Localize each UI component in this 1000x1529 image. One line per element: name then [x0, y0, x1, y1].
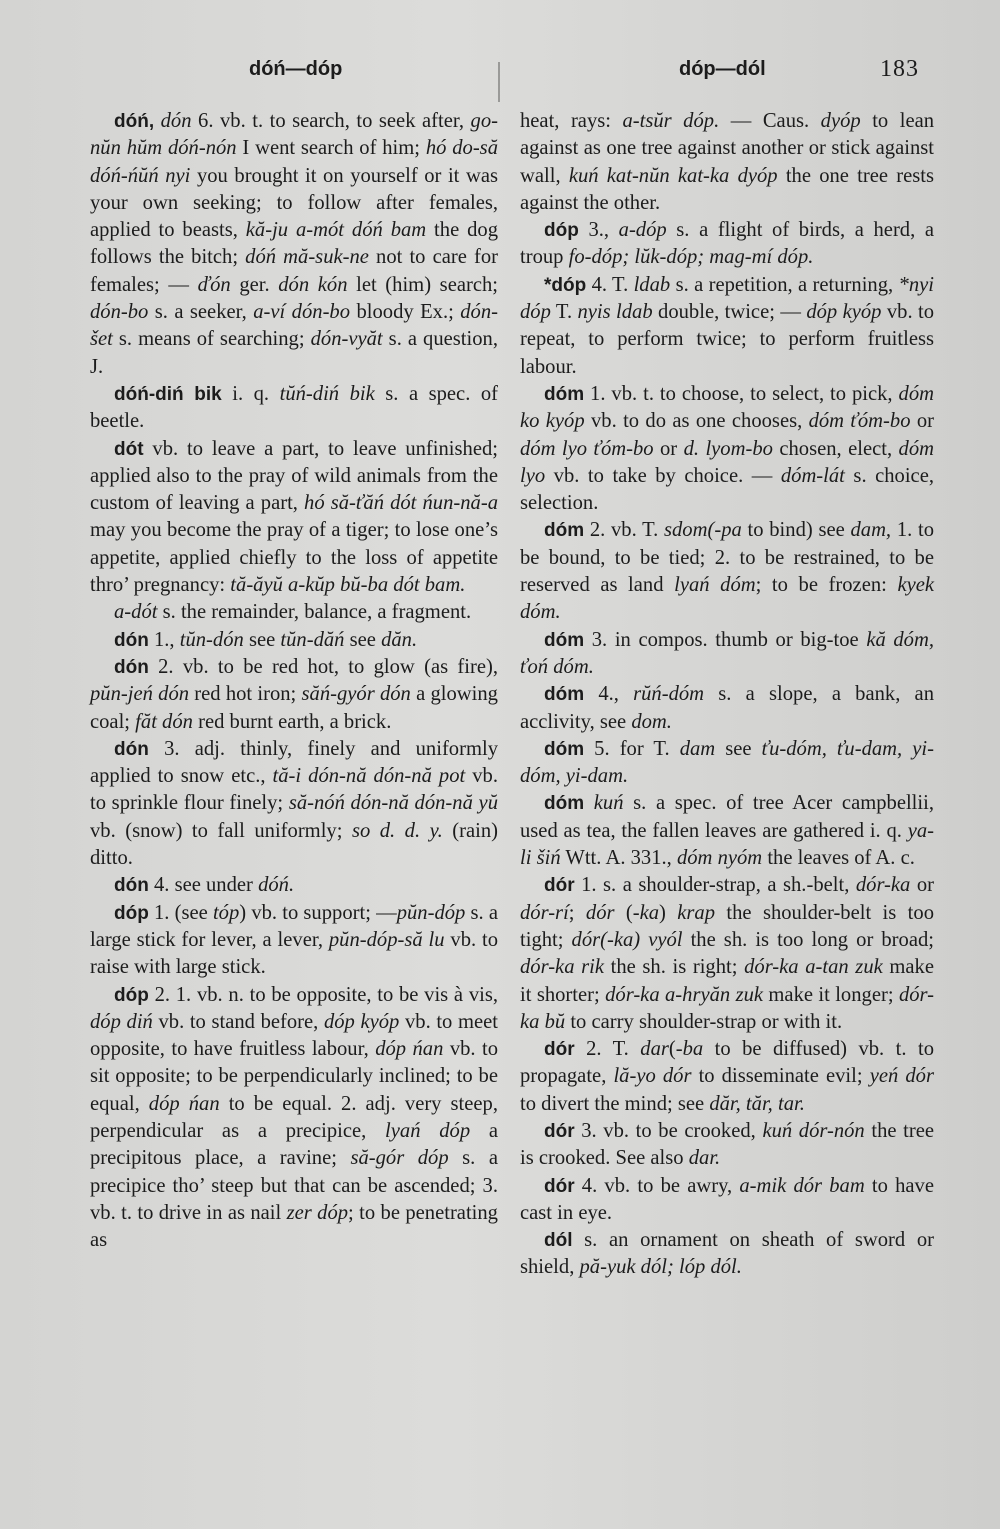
entry-text: to lean against as one tree against another or stick against wall,: [520, 110, 935, 187]
dictionary-entry: [520, 872, 934, 1036]
entry-example: kuń: [584, 792, 624, 815]
entry-example: ya-li šiń: [520, 819, 934, 870]
entry-example: dór-ka a-tan zuk: [744, 956, 883, 979]
entry-example: dóm nyóm: [676, 847, 763, 870]
entry-example: dyóp: [820, 110, 861, 132]
entry-text: s. a seeker,: [148, 301, 254, 324]
entry-text: s. the remainder, balance, a fragment.: [157, 601, 472, 624]
entry-text: vb. to do as one chooses,: [584, 410, 809, 433]
entry-text: see: [243, 628, 281, 651]
entry-headword: dóm: [544, 383, 585, 405]
entry-text: s. an ornament on sheath of sword or shield,: [520, 1229, 934, 1279]
entry-example: krap: [677, 901, 716, 924]
entry-example: go-nŭn hŭm dóń-nón: [90, 110, 498, 160]
entry-text: may you become the pray of a tiger; to lose one’s appetite, applied chiefly to the loss of appetite thro’ pregnancy:: [90, 519, 498, 597]
dictionary-entry: [90, 599, 498, 626]
entry-text: double, twice; —: [652, 301, 807, 324]
entry-example: hó do-să dóń-ńŭń nyi: [90, 137, 498, 187]
entry-example: tŭn-dăń: [280, 628, 345, 651]
entry-text: 1.,: [148, 628, 180, 651]
entry-example: hó să-ťăń dót ńun-nă-a: [304, 492, 498, 515]
entry-example: dóń.: [258, 874, 295, 897]
entry-text: a glowing coal;: [90, 683, 498, 733]
entry-example: dór-ka bŭ: [520, 983, 934, 1033]
entry-text: chosen, elect,: [772, 437, 899, 460]
dictionary-entry: [520, 1036, 934, 1118]
entry-text: vb. to raise with large stick.: [90, 928, 498, 979]
entry-example: a-ví dón-bo: [253, 301, 351, 324]
entry-example: tóp: [212, 901, 240, 924]
dictionary-entry: [90, 381, 498, 436]
entry-example: dăr, tăr, tar.: [709, 1092, 805, 1115]
entry-example: a-dót: [114, 601, 158, 624]
entry-text: bloody Ex.;: [350, 301, 461, 324]
entry-text: vb. to sit opposite; to be perpendicularly inclined; to be equal,: [90, 1038, 498, 1115]
entry-example: tŭn-dón: [179, 628, 244, 651]
dictionary-entry: [520, 1173, 934, 1228]
entry-headword: dóń,: [114, 111, 155, 132]
entry-headword: dón: [114, 875, 149, 897]
entry-example: a-tsŭr dóp.: [622, 110, 720, 132]
entry-example: dór(-ka) vyól: [571, 928, 683, 951]
entry-example: dóp diń: [90, 1010, 153, 1033]
entry-example: dón-bo: [90, 301, 149, 324]
entry-text: to have cast in eye.: [520, 1174, 934, 1224]
entry-example: lyań dóm: [674, 574, 756, 597]
entry-example: fo-dóp; lŭk-dóp; mag-mí dóp.: [568, 246, 814, 269]
entry-example: pŭn-dóp: [396, 901, 466, 924]
entry-text: heat, rays:: [520, 110, 623, 132]
entry-text: vb. to meet opposite, to have fruitless labour,: [90, 1010, 499, 1061]
entry-text: vb. to repeat, to perform twice; to perform fruitless labour.: [520, 301, 934, 378]
entry-text: or: [910, 410, 934, 433]
entry-example: dóm-lát: [780, 464, 845, 487]
entry-example: kuń kat-nŭn kat-ka dyóp: [568, 164, 778, 187]
entry-text: or: [653, 437, 684, 460]
entry-example: tă-i dón-nă dón-nă pot: [272, 765, 466, 788]
entry-text: 4. T.: [586, 273, 634, 296]
entry-example: rŭń-dóm: [633, 683, 705, 706]
entry-text: s. a large stick for lever, a lever,: [90, 901, 498, 951]
entry-text: 6. vb. t. to search, to seek after,: [191, 110, 471, 132]
entry-example: a-dóp: [618, 219, 667, 242]
entry-example: yeń dór: [869, 1065, 934, 1088]
entry-example: dón-šet: [90, 301, 498, 351]
entry-example: dóp ńan: [148, 1092, 220, 1115]
entry-example: a-mik dór bam: [739, 1174, 865, 1197]
entry-headword: dóm: [544, 793, 585, 815]
entry-text: I went search of him;: [236, 137, 426, 160]
dictionary-entry: [520, 381, 934, 517]
entry-example: dom.: [631, 710, 672, 733]
entry-text: (rain) ditto.: [90, 819, 498, 870]
entry-text: the one tree rests against the other.: [520, 164, 934, 214]
entry-headword: dóm: [544, 629, 585, 651]
entry-example: ťu-dóm, ťu-dam, yi-dóm, yi-dam.: [520, 737, 934, 788]
entry-text: (-: [668, 1038, 683, 1061]
entry-example: -ka: [632, 901, 660, 924]
entry-text: s. choice, selection.: [520, 464, 934, 515]
right-column: [520, 108, 934, 1282]
entry-text: ;: [568, 901, 586, 924]
entry-text: s. a spec. of beetle.: [90, 382, 499, 433]
entry-text: Wtt. A. 331.,: [560, 847, 677, 870]
entry-example: kă dóm, ťoń dóm.: [520, 628, 934, 678]
entry-example: ba: [682, 1038, 704, 1061]
entry-text: 1. vb. t. to choose, to select, to pick,: [584, 382, 899, 405]
entry-text: vb. to take by choice. —: [545, 464, 781, 487]
entry-text: i. q.: [221, 382, 280, 405]
entry-text: to bind) see: [741, 519, 851, 542]
entry-example: dóp kyóp: [806, 301, 882, 324]
entry-text: s. a slope, a bank, an acclivity, see: [520, 683, 934, 733]
right-running-head: dóp—dól: [679, 58, 766, 80]
entry-example: sdom(-pa: [664, 519, 742, 542]
entry-example: pŭn-dóp-să lu: [328, 928, 445, 951]
dictionary-entry: [90, 982, 498, 1255]
entry-text: 4. vb. to be awry,: [574, 1174, 740, 1197]
dictionary-entry: [90, 654, 498, 736]
entry-text: you brought it on yourself or it was your own seeking; to follow after females, applied to beasts,: [90, 164, 498, 242]
entry-example: dór: [585, 901, 615, 924]
entry-text: red burnt earth, a brick.: [192, 710, 392, 733]
dictionary-entry: [520, 627, 934, 682]
page-header: [0, 58, 1000, 92]
entry-text: 2. vb. to be red hot, to glow (as fire),: [148, 655, 498, 678]
entry-example: nyis ldab: [577, 301, 653, 324]
entry-text: to disseminate evil;: [691, 1065, 870, 1088]
dictionary-entry: [520, 517, 934, 626]
entry-text: to divert the mind; see: [520, 1092, 710, 1115]
entry-text: the sh. is too long or broad;: [682, 928, 934, 951]
entry-text: let (him) search;: [347, 273, 498, 296]
entry-text: s. a precipice tho’ steep but that can be ascended; 3. vb. t. to drive in as nail: [90, 1147, 498, 1224]
dictionary-entry: [520, 790, 934, 872]
entry-headword: dóp: [114, 984, 149, 1006]
entry-example: dóm lyo ťóm-bo: [520, 437, 654, 460]
entry-text: vb. (snow) to fall uniformly;: [90, 819, 352, 842]
entry-text: 2. 1. vb. n. to be opposite, to be vis à vis,: [148, 983, 498, 1006]
entry-text: 2. T.: [574, 1038, 641, 1061]
page-number: 183: [880, 56, 919, 82]
entry-text: T.: [550, 301, 578, 324]
entry-example: dór-rí: [520, 901, 569, 924]
entry-text: 4. see under: [148, 874, 259, 897]
entry-text: or: [910, 874, 934, 897]
entry-text: (: [614, 901, 633, 924]
entry-headword: dóp: [544, 220, 579, 242]
dictionary-entry: [520, 217, 934, 272]
entry-text: ; to be penetrating as: [90, 1201, 498, 1252]
entry-example: dóm ko kyóp: [520, 382, 934, 433]
entry-headword: *dóp: [544, 274, 587, 296]
entry-text: the shoulder-belt is too tight;: [520, 901, 934, 951]
entry-example: dóm lyo: [520, 437, 935, 487]
dictionary-entry: [90, 900, 498, 982]
entry-example: dăn.: [381, 628, 418, 651]
entry-text: vb. to stand before,: [152, 1010, 324, 1033]
entry-text: 4.,: [584, 683, 634, 706]
entry-headword: dóm: [544, 738, 585, 760]
column-divider: [498, 62, 500, 102]
dictionary-entry: [520, 1118, 934, 1173]
entry-text: s. a flight of birds, a herd, a troup: [520, 219, 934, 269]
entry-example: so d. d. y.: [351, 819, 443, 842]
entry-text: 3.,: [578, 219, 619, 242]
entry-text: the leaves of A. c.: [762, 847, 915, 870]
entry-text: ): [659, 901, 678, 924]
entry-example: zer dóp: [286, 1201, 349, 1224]
entry-example: dón kón: [278, 273, 348, 296]
entry-example: dar.: [688, 1147, 721, 1170]
entry-text: to carry shoulder-strap or with it.: [565, 1010, 843, 1033]
entry-text: s. a spec. of tree Acer campbellii, used as tea, the fallen leaves are gathered i. q.: [520, 792, 934, 842]
entry-text: to be diffused) vb. t. to propagate,: [520, 1038, 934, 1088]
entry-text: 3. in compos. thumb or big-toe: [584, 628, 867, 651]
entry-headword: dór: [544, 1175, 575, 1197]
entry-example: dór-ka rik: [520, 956, 604, 979]
entry-text: vb. to sprinkle flour finely;: [90, 765, 498, 815]
entry-example: dam,: [850, 519, 892, 542]
dictionary-entry: [90, 627, 498, 654]
entry-text: 1. to be bound, to be tied; 2. to be restrained, to be reserved as land: [520, 519, 934, 597]
left-column: [90, 108, 498, 1254]
entry-headword: dóp: [114, 902, 149, 924]
entry-example: pŭn-jeń dón: [90, 683, 190, 706]
dictionary-entry: [520, 681, 934, 736]
entry-text: 3. vb. to be crooked,: [574, 1119, 763, 1142]
entry-headword: dón: [114, 656, 149, 678]
dictionary-entry: [520, 108, 934, 217]
entry-example: ldab: [633, 273, 671, 296]
entry-example: dam: [679, 737, 716, 760]
entry-text: — Caus.: [719, 110, 821, 132]
entry-headword: dór: [544, 1039, 575, 1061]
entry-example: kă-ju a-mót dóń bam: [245, 219, 427, 242]
entry-example: kyek dóm.: [520, 574, 934, 624]
entry-text: ) vb. to support; —: [239, 901, 397, 924]
entry-example: să-nóń dón-nă dón-nă yŭ: [288, 792, 498, 815]
entry-example: dóń mă-suk-ne: [245, 246, 369, 269]
entry-example: kuń dór-nón: [762, 1119, 865, 1142]
entry-text: to be equal. 2. adj. very steep, perpendicular as a precipice,: [90, 1092, 498, 1142]
entry-text: not to care for females; —: [90, 246, 498, 296]
entry-example: d. lyom-bo: [683, 437, 773, 460]
entry-example: *nyi dóp: [520, 273, 934, 324]
entry-headword: dór: [544, 1120, 575, 1142]
entry-headword: dóń-diń bik: [114, 383, 222, 405]
dictionary-entry: [520, 1227, 934, 1282]
entry-text: red hot iron;: [189, 683, 302, 706]
entry-text: 5. for T.: [584, 737, 680, 760]
dictionary-entry: [520, 736, 934, 791]
entry-example: dór-ka: [855, 874, 911, 897]
entry-headword: dóm: [544, 520, 585, 542]
dictionary-entry: [90, 436, 498, 600]
entry-example: lyań dóp: [385, 1119, 471, 1142]
entry-text: make it longer;: [763, 983, 899, 1006]
entry-example: dóm ťóm-bo: [808, 410, 911, 433]
entry-text: s. a repetition, a returning,: [670, 273, 899, 296]
entry-example: dór-ka a-hryăn zuk: [605, 983, 764, 1006]
entry-example: săń-gyór dón: [301, 683, 411, 706]
entry-example: tŭń-diń bik: [279, 382, 375, 405]
entry-text: make it shorter;: [520, 956, 934, 1006]
entry-headword: dóm: [544, 684, 585, 706]
entry-example: ďón: [197, 273, 231, 296]
entry-headword: dót: [114, 438, 144, 460]
entry-text: 2. vb. T.: [584, 519, 664, 542]
dictionary-entry: [90, 872, 498, 899]
entry-text: 1. (see: [148, 901, 213, 924]
entry-headword: dól: [544, 1230, 573, 1252]
entry-text: the dog follows the bitch;: [90, 219, 498, 269]
dictionary-entry: [90, 736, 498, 872]
left-running-head: dóń—dóp: [249, 58, 343, 80]
entry-example: dóp ńan: [375, 1038, 444, 1061]
entry-headword: dór: [544, 875, 575, 897]
entry-example: lă-yo dór: [613, 1065, 692, 1088]
entry-text: see: [715, 737, 762, 760]
entry-example: pă-yuk dól; lóp dól.: [579, 1256, 742, 1279]
entry-text: the tree is crooked. See also: [520, 1119, 934, 1170]
entry-text: 1. s. a shoulder-strap, a sh.-belt,: [574, 874, 856, 897]
entry-text: vb. to leave a part, to leave unfinished; applied also to the pray of wild animals from the custom of leaving a part,: [90, 437, 498, 515]
entry-headword: dón: [114, 629, 149, 651]
entry-text: a precipitous place, a ravine;: [90, 1119, 499, 1170]
entry-example: dón-vyăt: [310, 328, 383, 351]
dictionary-entry: [520, 272, 934, 381]
dictionary-entry: [90, 108, 498, 381]
entry-text: the sh. is right;: [604, 956, 745, 979]
entry-text: ; to be frozen:: [755, 574, 898, 597]
entry-example: făt dón: [135, 710, 193, 733]
entry-example: să-gór dóp: [350, 1147, 449, 1170]
entry-text: see: [344, 628, 382, 651]
entry-example: tă-ăyŭ a-kŭp bŭ-ba dót bam.: [230, 574, 466, 597]
entry-text: ger.: [230, 273, 279, 296]
entry-text: s. a question, J.: [90, 328, 498, 378]
entry-example: dón: [160, 110, 192, 132]
entry-text: s. means of searching;: [112, 328, 311, 351]
entry-headword: dón: [114, 738, 149, 760]
entry-example: dóp kyóp: [323, 1010, 400, 1033]
entry-text: 3. adj. thinly, finely and uniformly applied to snow etc.,: [90, 737, 498, 788]
entry-example: dar: [640, 1038, 669, 1061]
